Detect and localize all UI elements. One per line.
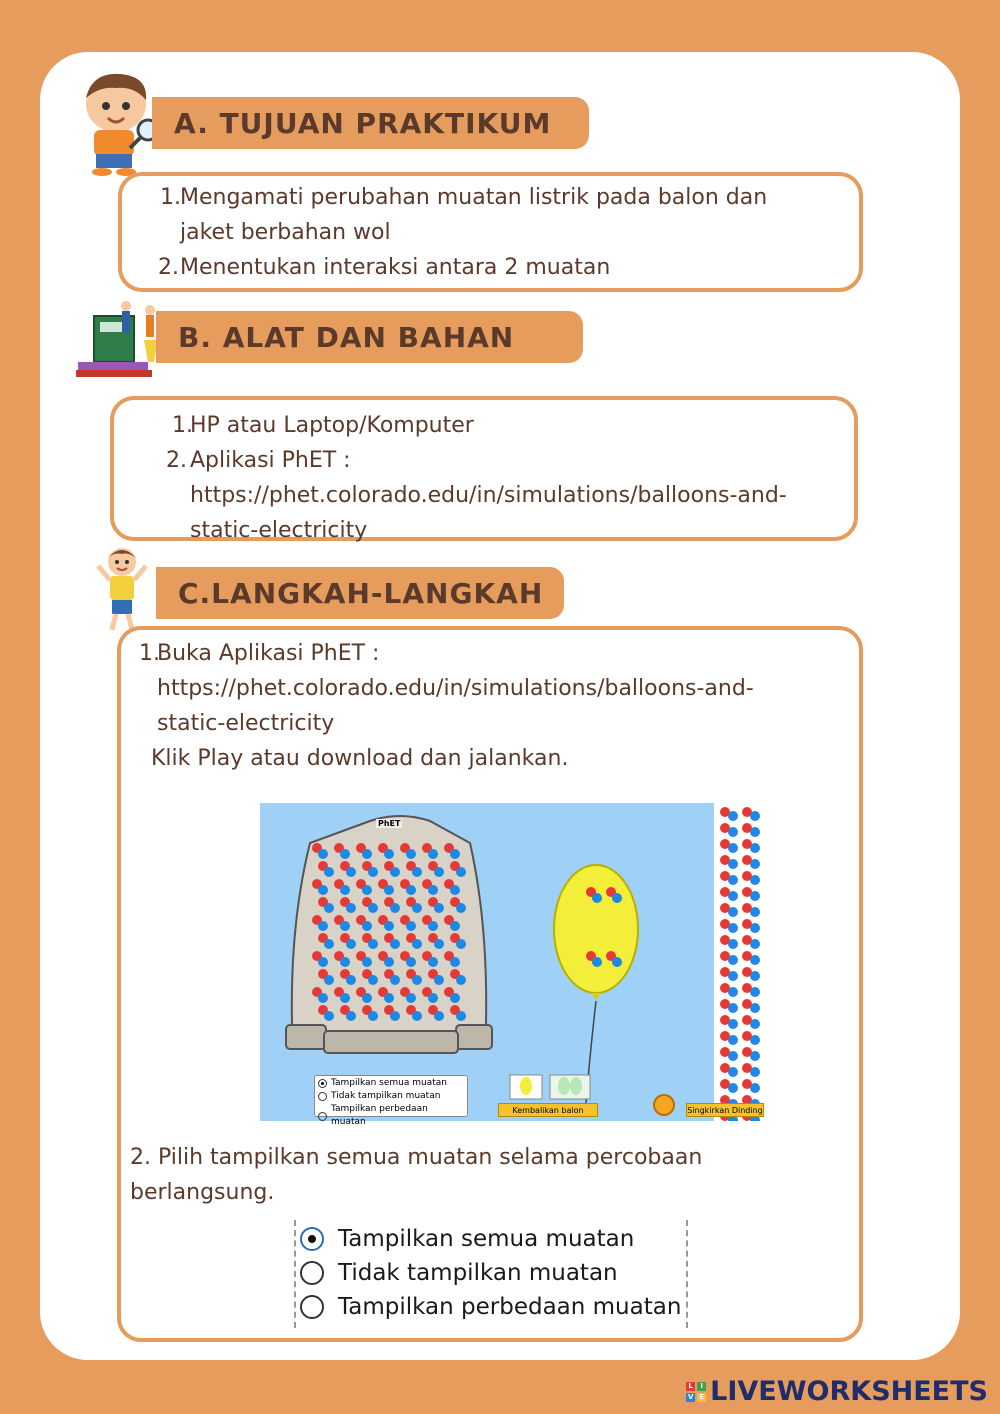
books-kids-illustration: [74, 300, 166, 384]
sim-option-show-all[interactable]: Tampilkan semua muatan: [318, 1077, 464, 1090]
option-hide-charges[interactable]: [300, 1260, 618, 1286]
negative-charge: [728, 875, 738, 885]
negative-charge: [362, 921, 372, 931]
radio-icon: [318, 1112, 327, 1121]
negative-charge: [750, 939, 760, 949]
negative-charge: [406, 849, 416, 859]
negative-charge: [368, 903, 378, 913]
negative-charge: [406, 993, 416, 1003]
negative-charge: [428, 921, 438, 931]
url-text: https://phet.colorado.edu/in/simulations/balloons-and-: [190, 483, 787, 508]
negative-charge: [318, 885, 328, 895]
negative-charge: [390, 975, 400, 985]
negative-charge: [750, 1083, 760, 1093]
negative-charge: [434, 903, 444, 913]
negative-charge: [434, 1011, 444, 1021]
negative-charge: [340, 849, 350, 859]
negative-charge: [750, 923, 760, 933]
section-b-box: [110, 396, 858, 541]
list-text-cont: jaket berbahan wol: [180, 220, 391, 245]
negative-charge: [318, 957, 328, 967]
negative-charge: [346, 903, 356, 913]
section-c-heading: C.LANGKAH-LANGKAH: [156, 567, 564, 619]
negative-charge: [450, 885, 460, 895]
list-item: [166, 443, 870, 548]
negative-charge: [728, 1067, 738, 1077]
step-number: 1.: [139, 641, 160, 666]
negative-charge: [428, 957, 438, 967]
negative-charge: [346, 867, 356, 877]
negative-charge: [368, 1011, 378, 1021]
negative-charge: [406, 921, 416, 931]
negative-charge: [340, 921, 350, 931]
negative-charge: [318, 921, 328, 931]
radio-icon: [300, 1295, 324, 1319]
negative-charge: [728, 987, 738, 997]
url-text-cont: static-electricity: [190, 518, 368, 543]
negative-charge: [592, 957, 602, 967]
negative-charge: [412, 867, 422, 877]
negative-charge: [362, 993, 372, 1003]
negative-charge: [750, 1019, 760, 1029]
list-number: 1.: [160, 185, 181, 210]
list-text: Menentukan interaksi antara 2 muatan: [180, 255, 611, 280]
negative-charge: [750, 827, 760, 837]
list-item: [160, 180, 860, 250]
negative-charge: [390, 939, 400, 949]
negative-charge: [750, 811, 760, 821]
negative-charge: [346, 1011, 356, 1021]
option-label: Tampilkan semua muatan: [338, 1226, 635, 1252]
reset-balloon-button[interactable]: Kembalikan balon: [498, 1103, 598, 1117]
negative-charge: [750, 859, 760, 869]
negative-charge: [456, 1011, 466, 1021]
negative-charge: [456, 867, 466, 877]
negative-charge: [750, 1003, 760, 1013]
negative-charge: [612, 957, 622, 967]
negative-charge: [750, 971, 760, 981]
negative-charge: [368, 975, 378, 985]
negative-charge: [750, 907, 760, 917]
negative-charge: [362, 885, 372, 895]
step-text-cont: berlangsung.: [130, 1180, 275, 1205]
negative-charge: [456, 939, 466, 949]
negative-charge: [340, 957, 350, 967]
negative-charge: [384, 957, 394, 967]
url-text-cont: static-electricity: [157, 711, 335, 736]
negative-charge: [728, 1051, 738, 1061]
negative-charge: [750, 955, 760, 965]
negative-charge: [434, 867, 444, 877]
negative-charge: [406, 957, 416, 967]
negative-charge: [324, 867, 334, 877]
negative-charge: [384, 921, 394, 931]
radio-icon: [318, 1092, 327, 1101]
negative-charge: [750, 1035, 760, 1045]
negative-charge: [728, 971, 738, 981]
negative-charge: [390, 867, 400, 877]
sim-charge-options: [314, 1075, 468, 1127]
negative-charge: [390, 903, 400, 913]
option-label: Tidak tampilkan muatan: [338, 1260, 618, 1286]
phet-simulation-screenshot: [260, 803, 768, 1121]
negative-charge: [340, 885, 350, 895]
list-item: [172, 408, 870, 443]
negative-charge: [384, 849, 394, 859]
list-text: Aplikasi PhET :: [190, 448, 351, 473]
step-1: [139, 636, 857, 776]
negative-charge: [728, 1083, 738, 1093]
negative-charge: [362, 849, 372, 859]
negative-charge: [412, 939, 422, 949]
negative-charge: [318, 993, 328, 1003]
negative-charge: [728, 1003, 738, 1013]
step-2: [130, 1140, 850, 1210]
negative-charge: [450, 921, 460, 931]
negative-charge: [612, 893, 622, 903]
sim-option-hide[interactable]: Tidak tampilkan muatan: [318, 1090, 464, 1103]
negative-charge: [340, 993, 350, 1003]
negative-charge: [368, 939, 378, 949]
negative-charge: [750, 1067, 760, 1077]
brand-name: LIVEWORKSHEETS: [710, 1376, 988, 1407]
negative-charge: [592, 893, 602, 903]
negative-charge: [324, 975, 334, 985]
step-instruction: Klik Play atau download dan jalankan.: [151, 746, 569, 771]
negative-charge: [428, 993, 438, 1003]
negative-charge: [368, 867, 378, 877]
negative-charge: [384, 993, 394, 1003]
negative-charge: [750, 987, 760, 997]
negative-charge: [450, 849, 460, 859]
negative-charge: [412, 975, 422, 985]
step-text: Buka Aplikasi PhET :: [157, 641, 380, 666]
negative-charge: [450, 957, 460, 967]
negative-charge: [406, 885, 416, 895]
charge-display-options: [294, 1220, 688, 1328]
option-show-all-charges[interactable]: [300, 1226, 634, 1252]
negative-charge: [728, 1035, 738, 1045]
liveworksheets-logo: [686, 1376, 988, 1407]
negative-charge: [434, 975, 444, 985]
negative-charge: [434, 939, 444, 949]
negative-charge: [428, 849, 438, 859]
negative-charge: [750, 891, 760, 901]
radio-selected-icon: [318, 1079, 327, 1088]
option-show-charge-difference[interactable]: [300, 1294, 681, 1320]
negative-charge: [384, 885, 394, 895]
negative-charge: [728, 811, 738, 821]
negative-charge: [750, 875, 760, 885]
negative-charge: [346, 975, 356, 985]
negative-charge: [456, 903, 466, 913]
negative-charge: [450, 993, 460, 1003]
list-text: Mengamati perubahan muatan listrik pada balon dan: [180, 185, 768, 210]
step-text: 2. Pilih tampilkan semua muatan selama percobaan: [130, 1145, 703, 1170]
list-number: 2.: [166, 448, 187, 473]
radio-selected-icon: [300, 1227, 324, 1251]
negative-charge: [412, 1011, 422, 1021]
negative-charge: [728, 1019, 738, 1029]
negative-charge: [728, 955, 738, 965]
section-b-heading: B. ALAT DAN BAHAN: [156, 311, 583, 363]
negative-charge: [390, 1011, 400, 1021]
section-a-box: [118, 172, 863, 292]
negative-charge: [750, 843, 760, 853]
wall: [714, 803, 768, 1121]
negative-charge: [456, 975, 466, 985]
list-text: HP atau Laptop/Komputer: [190, 413, 474, 438]
logo-mark: L I V E: [686, 1382, 706, 1402]
negative-charge: [324, 903, 334, 913]
negative-charge: [728, 859, 738, 869]
sim-option-difference[interactable]: Tampilkan perbedaan muatan: [318, 1103, 464, 1129]
negative-charge: [412, 903, 422, 913]
negative-charge: [750, 1051, 760, 1061]
negative-charge: [728, 939, 738, 949]
negative-charge: [346, 939, 356, 949]
list-number: 1.: [172, 413, 193, 438]
negative-charge: [324, 1011, 334, 1021]
negative-charge: [728, 907, 738, 917]
option-label: Tampilkan perbedaan muatan: [338, 1294, 682, 1320]
remove-wall-button[interactable]: Singkirkan Dinding: [686, 1103, 764, 1117]
negative-charge: [728, 827, 738, 837]
negative-charge: [728, 923, 738, 933]
negative-charge: [318, 849, 328, 859]
negative-charge: [428, 885, 438, 895]
sweater-label: PhET: [378, 819, 401, 828]
section-a-heading: A. TUJUAN PRAKTIKUM: [152, 97, 589, 149]
negative-charge: [324, 939, 334, 949]
radio-icon: [300, 1261, 324, 1285]
negative-charge: [728, 843, 738, 853]
url-text: https://phet.colorado.edu/in/simulations/balloons-and-: [157, 676, 754, 701]
negative-charge: [362, 957, 372, 967]
negative-charge: [728, 891, 738, 901]
list-item: [158, 250, 860, 285]
list-number: 2.: [158, 255, 179, 280]
